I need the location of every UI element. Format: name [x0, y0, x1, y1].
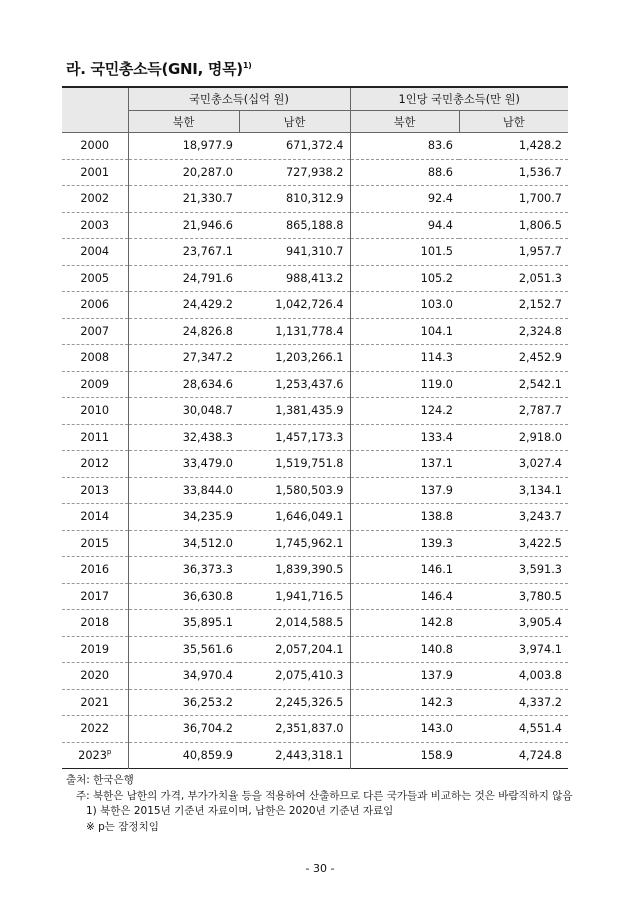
- south-per-capita-cell-text: 1,806.5: [518, 218, 562, 232]
- table-row: [62, 636, 568, 663]
- north-gni-cell-text: 24,429.2: [182, 298, 233, 312]
- south-gni-cell-text: 988,413.2: [286, 271, 344, 285]
- south-per-capita-cell: [459, 133, 568, 160]
- north-gni-cell: [128, 265, 239, 292]
- north-gni-cell-text: 34,970.4: [182, 669, 233, 683]
- north-per-capita-cell: [350, 239, 459, 266]
- south-gni-cell-text: 1,519,751.8: [275, 457, 344, 471]
- south-per-capita-cell: [459, 212, 568, 239]
- north-gni-cell-text: 35,895.1: [182, 616, 233, 630]
- year-cell-text: 2021: [80, 695, 110, 709]
- year-cell: [62, 318, 128, 345]
- year-cell-text: 2023: [78, 749, 107, 763]
- south-gni-cell-text: 941,310.7: [286, 245, 344, 259]
- south-gni-cell-text: 810,312.9: [286, 192, 344, 206]
- north-per-capita-cell-text: 88.6: [427, 165, 453, 179]
- south-gni-cell: [239, 212, 350, 239]
- year-cell: [62, 159, 128, 186]
- north-gni-cell-text: 40,859.9: [182, 748, 233, 762]
- north-per-capita-cell: [350, 212, 459, 239]
- north-per-capita-cell: [350, 159, 459, 186]
- north-per-capita-cell-text: 104.1: [420, 324, 453, 338]
- south-gni-cell: [239, 451, 350, 478]
- header-gni-north: 북한: [128, 111, 239, 133]
- south-per-capita-cell-text: 2,542.1: [518, 377, 562, 391]
- year-cell-text: 2015: [80, 536, 110, 550]
- year-cell: [62, 265, 128, 292]
- north-gni-cell-text: 32,438.3: [182, 430, 233, 444]
- south-per-capita-cell: [459, 186, 568, 213]
- table-row: [62, 557, 568, 584]
- table-row: [62, 239, 568, 266]
- north-gni-cell-text: 21,946.6: [182, 218, 233, 232]
- south-gni-cell-text: 1,457,173.3: [275, 430, 344, 444]
- year-cell: [62, 716, 128, 743]
- north-gni-cell: [128, 292, 239, 319]
- north-gni-cell: [128, 371, 239, 398]
- north-per-capita-cell-text: 142.3: [420, 695, 453, 709]
- north-gni-cell: [128, 398, 239, 425]
- year-cell: [62, 345, 128, 372]
- north-gni-cell: [128, 557, 239, 584]
- north-gni-cell-text: 23,767.1: [182, 245, 233, 259]
- year-cell-text: 2006: [80, 298, 110, 312]
- south-gni-cell-text: 1,646,049.1: [275, 510, 344, 524]
- table-row: [62, 133, 568, 160]
- south-per-capita-cell-text: 2,787.7: [518, 404, 562, 418]
- year-cell: [62, 636, 128, 663]
- south-per-capita-cell-text: 3,243.7: [518, 510, 562, 524]
- section-title: [66, 58, 251, 79]
- north-gni-cell: [128, 133, 239, 160]
- south-gni-cell-text: 1,131,778.4: [275, 324, 344, 338]
- south-per-capita-cell-text: 2,051.3: [518, 271, 562, 285]
- north-gni-cell-text: 21,330.7: [182, 192, 233, 206]
- south-gni-cell: [239, 186, 350, 213]
- year-cell: [62, 477, 128, 504]
- north-per-capita-cell: [350, 318, 459, 345]
- year-cell-text: 2003: [80, 218, 110, 232]
- north-per-capita-cell-text: 137.9: [420, 483, 453, 497]
- north-gni-cell: [128, 663, 239, 690]
- south-gni-cell-text: 1,042,726.4: [275, 298, 344, 312]
- table-row: [62, 292, 568, 319]
- south-gni-cell-text: 1,580,503.9: [275, 483, 344, 497]
- north-per-capita-cell-text: 142.8: [420, 616, 453, 630]
- page-number: - 30 -: [305, 862, 335, 875]
- north-gni-cell-text: 33,844.0: [182, 483, 233, 497]
- south-per-capita-cell: [459, 239, 568, 266]
- north-per-capita-cell-text: 137.1: [420, 457, 453, 471]
- year-cell: [62, 371, 128, 398]
- south-per-capita-cell: [459, 477, 568, 504]
- north-gni-cell-text: 28,634.6: [182, 377, 233, 391]
- year-cell: [62, 292, 128, 319]
- north-per-capita-cell: [350, 610, 459, 637]
- north-per-capita-cell-text: 94.4: [427, 218, 453, 232]
- year-cell-text: 2016: [80, 563, 110, 577]
- south-per-capita-cell: [459, 398, 568, 425]
- south-gni-cell-text: 671,372.4: [286, 139, 344, 153]
- south-per-capita-cell-text: 3,591.3: [518, 563, 562, 577]
- provisional-marker: p: [106, 748, 112, 757]
- north-per-capita-cell-text: 92.4: [427, 192, 453, 206]
- year-cell: [62, 504, 128, 531]
- north-per-capita-cell-text: 124.2: [420, 404, 453, 418]
- north-gni-cell-text: 34,512.0: [182, 536, 233, 550]
- header-gni-group: 국민총소득(십억 원): [128, 87, 350, 111]
- year-cell: [62, 398, 128, 425]
- year-cell-text: 2020: [80, 669, 110, 683]
- south-per-capita-cell: [459, 663, 568, 690]
- south-gni-cell: [239, 371, 350, 398]
- south-per-capita-cell-text: 1,957.7: [518, 245, 562, 259]
- south-gni-cell: [239, 424, 350, 451]
- north-per-capita-cell-text: 103.0: [420, 298, 453, 312]
- north-gni-cell: [128, 504, 239, 531]
- south-gni-cell-text: 2,351,837.0: [275, 722, 344, 736]
- notes-block: [66, 773, 573, 835]
- south-per-capita-cell-text: 1,428.2: [518, 139, 562, 153]
- south-per-capita-cell: [459, 504, 568, 531]
- source-note: 출처: 한국은행: [66, 774, 134, 786]
- north-gni-cell-text: 34,235.9: [182, 510, 233, 524]
- south-per-capita-cell-text: 4,337.2: [518, 695, 562, 709]
- south-gni-cell-text: 865,188.8: [286, 218, 344, 232]
- south-gni-cell-text: 2,075,410.3: [275, 669, 344, 683]
- year-cell: [62, 530, 128, 557]
- south-per-capita-cell: [459, 636, 568, 663]
- table-row: [62, 398, 568, 425]
- north-gni-cell-text: 36,630.8: [182, 589, 233, 603]
- north-gni-cell-text: 36,253.2: [182, 695, 233, 709]
- south-per-capita-cell-text: 2,324.8: [518, 324, 562, 338]
- south-per-capita-cell-text: 3,974.1: [518, 642, 562, 656]
- north-gni-cell: [128, 212, 239, 239]
- south-per-capita-cell-text: 3,905.4: [518, 616, 562, 630]
- north-gni-cell: [128, 451, 239, 478]
- north-gni-cell: [128, 689, 239, 716]
- year-cell: [62, 689, 128, 716]
- south-gni-cell: [239, 239, 350, 266]
- south-gni-cell-text: 1,253,437.6: [275, 377, 344, 391]
- year-cell-text: 2000: [80, 139, 110, 153]
- table-row: [62, 451, 568, 478]
- south-gni-cell-text: 2,443,318.1: [275, 748, 344, 762]
- year-cell: [62, 742, 128, 769]
- year-cell: [62, 610, 128, 637]
- south-per-capita-cell: [459, 424, 568, 451]
- table-row: [62, 742, 568, 769]
- north-gni-cell: [128, 186, 239, 213]
- north-per-capita-cell: [350, 451, 459, 478]
- table-row: [62, 265, 568, 292]
- north-per-capita-cell: [350, 477, 459, 504]
- south-per-capita-cell: [459, 716, 568, 743]
- south-gni-cell: [239, 504, 350, 531]
- south-gni-cell: [239, 636, 350, 663]
- year-cell-text: 2012: [80, 457, 110, 471]
- south-gni-cell: [239, 159, 350, 186]
- south-gni-cell: [239, 398, 350, 425]
- north-per-capita-cell: [350, 345, 459, 372]
- south-per-capita-cell: [459, 292, 568, 319]
- north-per-capita-cell-text: 143.0: [420, 722, 453, 736]
- table-row: [62, 345, 568, 372]
- south-gni-cell: [239, 689, 350, 716]
- north-gni-cell-text: 36,373.3: [182, 563, 233, 577]
- table-row: [62, 477, 568, 504]
- south-gni-cell-text: 1,381,435.9: [275, 404, 344, 418]
- north-gni-cell-text: 20,287.0: [182, 165, 233, 179]
- year-cell-text: 2008: [80, 351, 110, 365]
- year-cell-text: 2002: [80, 192, 110, 206]
- south-gni-cell-text: 727,938.2: [286, 165, 344, 179]
- south-gni-cell: [239, 318, 350, 345]
- north-gni-cell: [128, 742, 239, 769]
- south-gni-cell-text: 1,745,962.1: [275, 536, 344, 550]
- table-row: [62, 583, 568, 610]
- north-gni-cell-text: 30,048.7: [182, 404, 233, 418]
- table-row: [62, 159, 568, 186]
- south-per-capita-cell: [459, 610, 568, 637]
- year-cell: [62, 583, 128, 610]
- north-per-capita-cell-text: 139.3: [420, 536, 453, 550]
- north-gni-cell-text: 24,826.8: [182, 324, 233, 338]
- south-gni-cell: [239, 133, 350, 160]
- south-per-capita-cell: [459, 689, 568, 716]
- north-gni-cell: [128, 610, 239, 637]
- south-gni-cell: [239, 530, 350, 557]
- south-per-capita-cell: [459, 451, 568, 478]
- north-gni-cell: [128, 318, 239, 345]
- title-footnote-marker: 1): [242, 61, 252, 70]
- year-cell: [62, 133, 128, 160]
- north-per-capita-cell: [350, 583, 459, 610]
- table-row: [62, 689, 568, 716]
- north-gni-cell: [128, 530, 239, 557]
- south-per-capita-cell: [459, 371, 568, 398]
- south-per-capita-cell-text: 2,152.7: [518, 298, 562, 312]
- south-per-capita-cell-text: 4,724.8: [518, 748, 562, 762]
- south-gni-cell: [239, 265, 350, 292]
- gni-table: [62, 86, 568, 769]
- south-per-capita-cell: [459, 265, 568, 292]
- section-title-text: 라. 국민총소득(GNI, 명목): [66, 60, 243, 78]
- year-cell-text: 2017: [80, 589, 110, 603]
- north-per-capita-cell-text: 114.3: [420, 351, 453, 365]
- south-per-capita-cell: [459, 530, 568, 557]
- north-gni-cell-text: 24,791.6: [182, 271, 233, 285]
- south-gni-cell-text: 1,203,266.1: [275, 351, 344, 365]
- north-per-capita-cell: [350, 398, 459, 425]
- south-gni-cell-text: 2,245,326.5: [275, 695, 344, 709]
- north-gni-cell: [128, 477, 239, 504]
- north-per-capita-cell-text: 101.5: [420, 245, 453, 259]
- north-per-capita-cell: [350, 689, 459, 716]
- table-row: [62, 424, 568, 451]
- provisional-note: ※ p는 잠정치임: [86, 820, 159, 833]
- year-cell-text: 2022: [80, 722, 110, 736]
- table-row: [62, 716, 568, 743]
- south-per-capita-cell: [459, 557, 568, 584]
- year-cell-text: 2004: [80, 245, 110, 259]
- north-per-capita-cell-text: 137.9: [420, 669, 453, 683]
- north-gni-cell: [128, 583, 239, 610]
- south-per-capita-cell-text: 3,780.5: [518, 589, 562, 603]
- south-gni-cell: [239, 292, 350, 319]
- north-per-capita-cell: [350, 742, 459, 769]
- south-gni-cell: [239, 557, 350, 584]
- north-gni-cell: [128, 716, 239, 743]
- year-cell-text: 2009: [80, 377, 110, 391]
- north-gni-cell-text: 27,347.2: [182, 351, 233, 365]
- south-per-capita-cell-text: 3,422.5: [518, 536, 562, 550]
- north-gni-cell: [128, 424, 239, 451]
- south-gni-cell: [239, 663, 350, 690]
- table-row: [62, 186, 568, 213]
- north-per-capita-cell: [350, 424, 459, 451]
- year-cell-text: 2010: [80, 404, 110, 418]
- year-cell: [62, 239, 128, 266]
- north-per-capita-cell: [350, 371, 459, 398]
- south-per-capita-cell: [459, 583, 568, 610]
- south-gni-cell: [239, 742, 350, 769]
- north-per-capita-cell: [350, 557, 459, 584]
- south-gni-cell: [239, 716, 350, 743]
- south-per-capita-cell: [459, 345, 568, 372]
- year-cell-text: 2014: [80, 510, 110, 524]
- year-cell: [62, 451, 128, 478]
- header-gni-south: 남한: [239, 111, 350, 133]
- north-per-capita-cell-text: 138.8: [420, 510, 453, 524]
- north-gni-cell-text: 33,479.0: [182, 457, 233, 471]
- north-gni-cell-text: 36,704.2: [182, 722, 233, 736]
- north-per-capita-cell-text: 133.4: [420, 430, 453, 444]
- year-cell-text: 2001: [80, 165, 110, 179]
- south-gni-cell-text: 2,014,588.5: [275, 616, 344, 630]
- south-per-capita-cell-text: 3,134.1: [518, 483, 562, 497]
- south-per-capita-cell-text: 2,918.0: [518, 430, 562, 444]
- north-gni-cell-text: 35,561.6: [182, 642, 233, 656]
- north-per-capita-cell-text: 83.6: [427, 139, 453, 153]
- year-cell-text: 2011: [80, 430, 110, 444]
- header-corner-cell: [62, 87, 128, 133]
- year-cell-text: 2007: [80, 324, 110, 338]
- south-per-capita-cell: [459, 159, 568, 186]
- north-per-capita-cell-text: 158.9: [420, 748, 453, 762]
- year-cell: [62, 212, 128, 239]
- north-gni-cell: [128, 159, 239, 186]
- south-per-capita-cell-text: 1,536.7: [518, 165, 562, 179]
- table-row: [62, 610, 568, 637]
- north-per-capita-cell: [350, 663, 459, 690]
- year-cell: [62, 663, 128, 690]
- south-per-capita-cell: [459, 318, 568, 345]
- north-per-capita-cell-text: 146.1: [420, 563, 453, 577]
- south-per-capita-cell-text: 4,551.4: [518, 722, 562, 736]
- north-gni-cell-text: 18,977.9: [182, 139, 233, 153]
- table-row: [62, 530, 568, 557]
- south-gni-cell: [239, 610, 350, 637]
- table-row: [62, 212, 568, 239]
- year-cell-text: 2013: [80, 483, 110, 497]
- year-cell-text: 2018: [80, 616, 110, 630]
- header-per-capita-south: 남한: [459, 111, 568, 133]
- year-cell: [62, 557, 128, 584]
- south-gni-cell: [239, 583, 350, 610]
- header-per-capita-north: 북한: [350, 111, 459, 133]
- year-cell-text: 2005: [80, 271, 110, 285]
- north-per-capita-cell-text: 140.8: [420, 642, 453, 656]
- north-per-capita-cell: [350, 716, 459, 743]
- year-cell-text: 2019: [80, 642, 110, 656]
- south-gni-cell: [239, 345, 350, 372]
- north-per-capita-cell: [350, 504, 459, 531]
- year-cell: [62, 186, 128, 213]
- north-per-capita-cell: [350, 636, 459, 663]
- north-per-capita-cell: [350, 530, 459, 557]
- north-per-capita-cell: [350, 265, 459, 292]
- north-per-capita-cell: [350, 186, 459, 213]
- south-gni-cell-text: 1,839,390.5: [275, 563, 344, 577]
- south-per-capita-cell-text: 4,003.8: [518, 669, 562, 683]
- table-row: [62, 371, 568, 398]
- south-per-capita-cell-text: 3,027.4: [518, 457, 562, 471]
- north-gni-cell: [128, 636, 239, 663]
- table-row: [62, 663, 568, 690]
- year-cell: [62, 424, 128, 451]
- table-row: [62, 504, 568, 531]
- south-per-capita-cell: [459, 742, 568, 769]
- north-per-capita-cell-text: 146.4: [420, 589, 453, 603]
- north-per-capita-cell-text: 119.0: [420, 377, 453, 391]
- table-body: [62, 133, 568, 769]
- main-note: 주: 북한은 남한의 가격, 부가가치율 등을 적용하여 산출하므로 다른 국가들과 비교하는 것은 바람직하지 않음: [76, 789, 573, 802]
- footnote-1: 1) 북한은 2015년 기준년 자료이며, 남한은 2020년 기준년 자료임: [86, 805, 394, 817]
- south-per-capita-cell-text: 2,452.9: [518, 351, 562, 365]
- north-per-capita-cell: [350, 133, 459, 160]
- header-per-capita-group: 1인당 국민총소득(만 원): [350, 87, 568, 111]
- south-gni-cell-text: 2,057,204.1: [275, 642, 344, 656]
- north-per-capita-cell: [350, 292, 459, 319]
- south-gni-cell: [239, 477, 350, 504]
- table-row: [62, 318, 568, 345]
- north-per-capita-cell-text: 105.2: [420, 271, 453, 285]
- north-gni-cell: [128, 239, 239, 266]
- south-gni-cell-text: 1,941,716.5: [275, 589, 344, 603]
- north-gni-cell: [128, 345, 239, 372]
- south-per-capita-cell-text: 1,700.7: [518, 192, 562, 206]
